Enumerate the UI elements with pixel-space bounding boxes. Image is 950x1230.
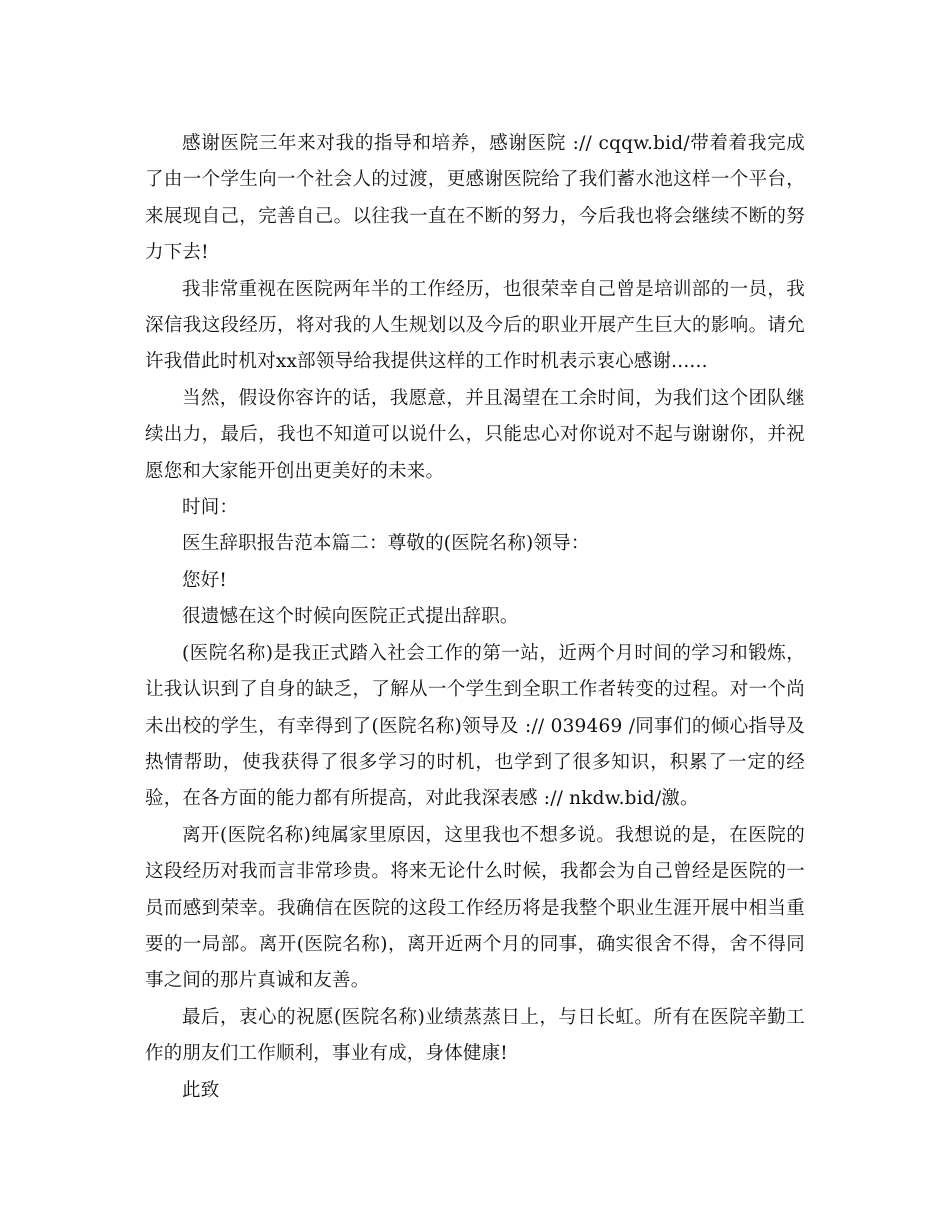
paragraph-greeting: 您好!: [182, 569, 228, 591]
paragraph-best-wishes: 最后，衷心的祝愿(医院名称)业绩蒸蒸日上，与日长虹。所有在医院辛勤工作的朋友们工作顺利，事业有成，身体健康!: [145, 1006, 805, 1065]
paragraph-continue-contribution: 当然，假设你容许的话，我愿意，并且渴望在工余时间，为我们这个团队继续出力，最后，我也不知道可以说什么，只能忠心对你说对不起与谢谢你，并祝愿您和大家能开创出更美好的未来。: [145, 387, 805, 482]
paragraph-gratitude-training: 感谢医院三年来对我的指导和培养，感谢医院 :// cqqw.bid/带着着我完成了由一个学生向一个社会人的过渡，更感谢医院给了我们蓄水池这样一个平台，来展现自己，完善自己。以往我一直在不断的努力，今后我也将会继续不断的努力下去!: [145, 133, 805, 264]
paragraph-resignation-statement: 很遗憾在这个时候向医院正式提出辞职。: [182, 606, 519, 628]
paragraph-leaving-reason: 离开(医院名称)纯属家里原因，这里我也不想多说。我想说的是，在医院的这段经历对我而言非常珍贵。将来无论什么时候，我都会为自己曾经是医院的一员而感到荣幸。我确信在医院的这段工作经历将是我整个职业生涯开展中相当重要的一局部。离开(医院名称)，离开近两个月的同事，确实很舍不得，舍不得同事之间的那片真诚和友善。: [145, 824, 805, 992]
paragraph-template-heading: 医生辞职报告范本篇二：尊敬的(医院名称)领导：: [182, 533, 590, 555]
paragraph-date-label: 时间：: [182, 497, 239, 519]
paragraph-closing: 此致: [182, 1079, 220, 1101]
document-body: [145, 126, 805, 1109]
paragraph-first-job: (医院名称)是我正式踏入社会工作的第一站，近两个月时间的学习和锻炼，让我认识到了自身的缺乏，了解从一个学生到全职工作者转变的过程。对一个尚未出校的学生，有幸得到了(医院名称)领导及 :// 039469 /同事们的倾心指导及热情帮助，使我获得了很多学习的时机，也学到了很多知识，积累了一定的经验，在各方面的能力都有所提高，对此我深表感 :// nkdw.bid/激。: [145, 642, 805, 810]
paragraph-work-experience: 我非常重视在医院两年半的工作经历，也很荣幸自己曾是培训部的一员，我深信我这段经历，将对我的人生规划以及今后的职业开展产生巨大的影响。请允许我借此时机对xx部领导给我提供这样的工作时机表示衷心感谢......: [145, 278, 805, 373]
